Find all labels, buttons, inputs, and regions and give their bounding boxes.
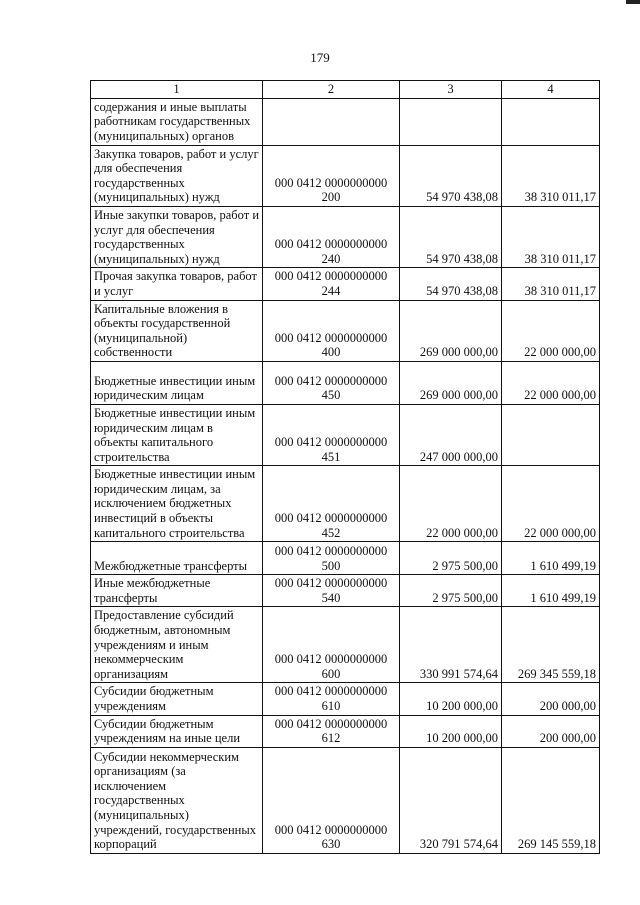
row-code: 000 0412 0000000000 450 <box>263 361 400 404</box>
column-header-2: 2 <box>263 81 400 99</box>
table-row <box>91 361 600 404</box>
row-code: 000 0412 0000000000 400 <box>263 300 400 361</box>
row-value-3: 320 791 574,64 <box>400 747 502 853</box>
row-name: Предоставление субсидий бюджетным, автономным учреждениям и иным некоммерческим организациям <box>91 607 263 683</box>
row-name: содержания и иные выплаты работникам государственных (муниципальных) органов <box>91 98 263 145</box>
table-header-row <box>91 81 600 99</box>
row-value-4 <box>502 404 600 465</box>
row-name: Прочая закупка товаров, работ и услуг <box>91 268 263 300</box>
row-value-3: 54 970 438,08 <box>400 268 502 300</box>
row-value-4: 22 000 000,00 <box>502 300 600 361</box>
row-name: Бюджетные инвестиции иным юридическим лицам в объекты капитального строительства <box>91 404 263 465</box>
row-code: 000 0412 0000000000 200 <box>263 145 400 206</box>
row-value-3: 54 970 438,08 <box>400 145 502 206</box>
row-value-3: 2 975 500,00 <box>400 575 502 607</box>
row-name: Иные межбюджетные трансферты <box>91 575 263 607</box>
row-value-3: 10 200 000,00 <box>400 715 502 747</box>
row-name: Субсидии бюджетным учреждениям <box>91 683 263 715</box>
column-header-3: 3 <box>400 81 502 99</box>
row-value-3: 2 975 500,00 <box>400 542 502 575</box>
row-name: Закупка товаров, работ и услуг для обеспечения государственных (муниципальных) нужд <box>91 145 263 206</box>
row-value-3: 269 000 000,00 <box>400 361 502 404</box>
row-code: 000 0412 0000000000 240 <box>263 206 400 267</box>
row-value-4: 38 310 011,17 <box>502 268 600 300</box>
row-name: Межбюджетные трансферты <box>91 542 263 575</box>
row-value-4: 200 000,00 <box>502 683 600 715</box>
table-row <box>91 683 600 715</box>
budget-table <box>90 80 600 854</box>
table-row <box>91 466 600 542</box>
row-code: 000 0412 0000000000 610 <box>263 683 400 715</box>
table-row <box>91 98 600 145</box>
table-row <box>91 747 600 853</box>
row-value-3: 330 991 574,64 <box>400 607 502 683</box>
row-value-4: 38 310 011,17 <box>502 145 600 206</box>
row-value-3: 247 000 000,00 <box>400 404 502 465</box>
table-row <box>91 268 600 300</box>
row-code: 000 0412 0000000000 600 <box>263 607 400 683</box>
row-value-4: 1 610 499,19 <box>502 575 600 607</box>
column-header-4: 4 <box>502 81 600 99</box>
row-value-3 <box>400 98 502 145</box>
row-value-4: 38 310 011,17 <box>502 206 600 267</box>
row-name: Иные закупки товаров, работ и услуг для обеспечения государственных (муниципальных) нужд <box>91 206 263 267</box>
row-name: Капитальные вложения в объекты государственной (муниципальной) собственности <box>91 300 263 361</box>
row-value-4: 22 000 000,00 <box>502 466 600 542</box>
row-name: Субсидии бюджетным учреждениям на иные цели <box>91 715 263 747</box>
table-row <box>91 404 600 465</box>
row-value-4: 1 610 499,19 <box>502 542 600 575</box>
table-row <box>91 607 600 683</box>
row-code: 000 0412 0000000000 540 <box>263 575 400 607</box>
row-value-4: 269 145 559,18 <box>502 747 600 853</box>
row-value-3: 54 970 438,08 <box>400 206 502 267</box>
row-code: 000 0412 0000000000 612 <box>263 715 400 747</box>
row-code: 000 0412 0000000000 452 <box>263 466 400 542</box>
row-value-4: 269 345 559,18 <box>502 607 600 683</box>
row-value-3: 22 000 000,00 <box>400 466 502 542</box>
row-name: Бюджетные инвестиции иным юридическим лицам <box>91 361 263 404</box>
table-row <box>91 542 600 575</box>
row-value-3: 269 000 000,00 <box>400 300 502 361</box>
row-code: 000 0412 0000000000 244 <box>263 268 400 300</box>
row-value-3: 10 200 000,00 <box>400 683 502 715</box>
row-name: Субсидии некоммерческим организациям (за исключением государственных (муниципальных) учреждений, государственных корпораций <box>91 747 263 853</box>
row-value-4: 22 000 000,00 <box>502 361 600 404</box>
page-number: 179 <box>310 50 330 65</box>
scan-artifact <box>626 0 640 4</box>
row-code: 000 0412 0000000000 630 <box>263 747 400 853</box>
row-value-4: 200 000,00 <box>502 715 600 747</box>
table-row <box>91 300 600 361</box>
row-name: Бюджетные инвестиции иным юридическим лицам, за исключением бюджетных инвестиций в объекты капитального строительства <box>91 466 263 542</box>
table-row <box>91 715 600 747</box>
row-code <box>263 98 400 145</box>
table-row <box>91 575 600 607</box>
row-value-4 <box>502 98 600 145</box>
row-code: 000 0412 0000000000 500 <box>263 542 400 575</box>
row-code: 000 0412 0000000000 451 <box>263 404 400 465</box>
column-header-1: 1 <box>91 81 263 99</box>
table-row <box>91 145 600 206</box>
table-row <box>91 206 600 267</box>
